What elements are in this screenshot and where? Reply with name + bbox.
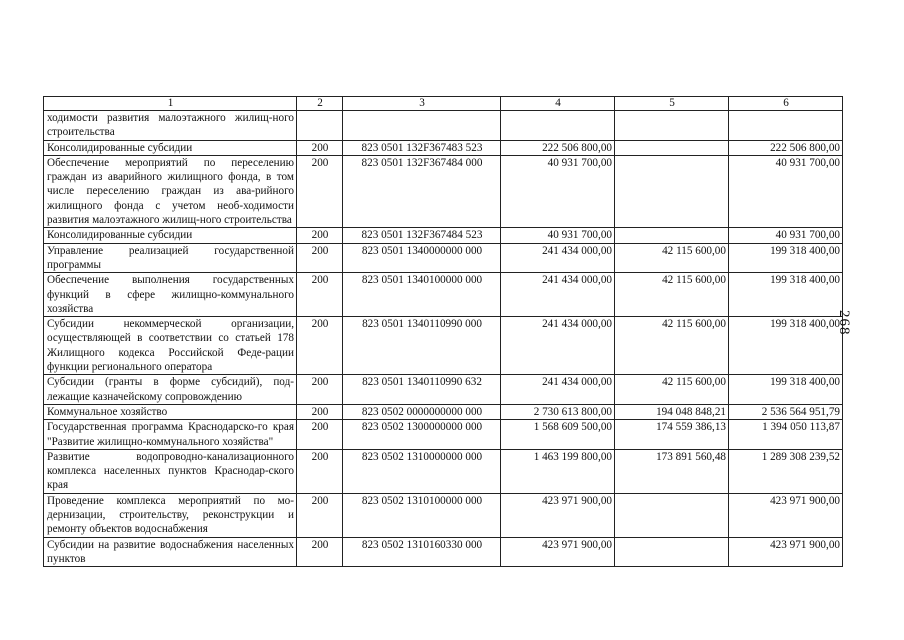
amount-cell: 241 434 000,00 [501,317,615,375]
section-code-cell: 200 [297,317,343,375]
header-cell: 3 [343,97,501,111]
description-cell: Проведение комплекса мероприятий по мо-дернизации, строительству, реконструкции и ремонту объектов водоснабжения [44,493,297,537]
total-amount-cell: 222 506 800,00 [729,140,843,155]
page-number: 268 [836,310,852,336]
section-code-cell: 200 [297,155,343,227]
table-row [44,317,843,375]
section-code-cell: 200 [297,243,343,273]
change-amount-cell [615,228,729,243]
table-row [44,243,843,273]
table-row [44,449,843,493]
description-cell: Субсидии некоммерческой организации, осуществляющей в соответствии со статьей 178 Жилищного кодекса Российской Феде-рации функции регионального оператора [44,317,297,375]
budget-code-cell: 823 0502 1310000000 000 [343,449,501,493]
total-amount-cell: 423 971 900,00 [729,493,843,537]
table-row [44,140,843,155]
change-amount-cell: 42 115 600,00 [615,243,729,273]
change-amount-cell [615,493,729,537]
table-row [44,537,843,567]
total-amount-cell: 40 931 700,00 [729,228,843,243]
amount-cell: 423 971 900,00 [501,537,615,567]
amount-cell: 1 568 609 500,00 [501,420,615,450]
change-amount-cell [615,140,729,155]
change-amount-cell: 42 115 600,00 [615,273,729,317]
budget-code-cell: 823 0502 1310100000 000 [343,493,501,537]
table-row [44,111,843,141]
amount-cell: 423 971 900,00 [501,493,615,537]
change-amount-cell: 174 559 386,13 [615,420,729,450]
description-cell: Консолидированные субсидии [44,228,297,243]
section-code-cell: 200 [297,537,343,567]
amount-cell: 222 506 800,00 [501,140,615,155]
change-amount-cell: 42 115 600,00 [615,317,729,375]
change-amount-cell [615,537,729,567]
total-amount-cell: 199 318 400,00 [729,243,843,273]
budget-code-cell: 823 0501 1340110990 000 [343,317,501,375]
description-cell: ходимости развития малоэтажного жилищ-ного строительства [44,111,297,141]
budget-code-cell: 823 0501 132F367484 523 [343,228,501,243]
budget-code-cell: 823 0502 1300000000 000 [343,420,501,450]
change-amount-cell: 42 115 600,00 [615,375,729,405]
total-amount-cell: 199 318 400,00 [729,375,843,405]
header-cell: 5 [615,97,729,111]
total-amount-cell: 423 971 900,00 [729,537,843,567]
description-cell: Управление реализацией государственной программы [44,243,297,273]
amount-cell: 40 931 700,00 [501,228,615,243]
budget-code-cell: 823 0501 132F367483 523 [343,140,501,155]
amount-cell: 1 463 199 800,00 [501,449,615,493]
change-amount-cell [615,111,729,141]
header-cell: 4 [501,97,615,111]
total-amount-cell: 1 289 308 239,52 [729,449,843,493]
section-code-cell: 200 [297,404,343,419]
table-header-row [44,97,843,111]
section-code-cell: 200 [297,273,343,317]
total-amount-cell: 199 318 400,00 [729,273,843,317]
amount-cell: 241 434 000,00 [501,243,615,273]
total-amount-cell: 199 318 400,00 [729,317,843,375]
budget-code-cell [343,111,501,141]
section-code-cell: 200 [297,140,343,155]
budget-table [43,96,843,567]
amount-cell: 2 730 613 800,00 [501,404,615,419]
description-cell: Субсидии на развитие водоснабжения населенных пунктов [44,537,297,567]
description-cell: Развитие водопроводно-канализационного комплекса населенных пунктов Краснодар-ского края [44,449,297,493]
section-code-cell: 200 [297,420,343,450]
amount-cell [501,111,615,141]
amount-cell: 241 434 000,00 [501,375,615,405]
description-cell: Коммунальное хозяйство [44,404,297,419]
table-row [44,375,843,405]
header-cell: 2 [297,97,343,111]
budget-code-cell: 823 0501 1340000000 000 [343,243,501,273]
section-code-cell: 200 [297,493,343,537]
section-code-cell: 200 [297,375,343,405]
change-amount-cell: 173 891 560,48 [615,449,729,493]
section-code-cell: 200 [297,228,343,243]
header-cell: 1 [44,97,297,111]
table-row [44,420,843,450]
budget-code-cell: 823 0502 0000000000 000 [343,404,501,419]
total-amount-cell: 40 931 700,00 [729,155,843,227]
total-amount-cell: 2 536 564 951,79 [729,404,843,419]
total-amount-cell: 1 394 050 113,87 [729,420,843,450]
budget-code-cell: 823 0501 1340100000 000 [343,273,501,317]
description-cell: Государственная программа Краснодарско-го края "Развитие жилищно-коммунального хозяйства" [44,420,297,450]
change-amount-cell: 194 048 848,21 [615,404,729,419]
header-cell: 6 [729,97,843,111]
description-cell: Консолидированные субсидии [44,140,297,155]
change-amount-cell [615,155,729,227]
section-code-cell [297,111,343,141]
description-cell: Обеспечение выполнения государственных функций в сфере жилищно-коммунального хозяйства [44,273,297,317]
amount-cell: 241 434 000,00 [501,273,615,317]
total-amount-cell [729,111,843,141]
description-cell: Обеспечение мероприятий по переселению граждан из аварийного жилищного фонда, в том числе переселению граждан из ава-рийного жилищного фонда с учетом необ-ходимости развития малоэтажного жилищ-ного строительства [44,155,297,227]
description-cell: Субсидии (гранты в форме субсидий), под-лежащие казначейскому сопровождению [44,375,297,405]
table-row [44,493,843,537]
table-row [44,273,843,317]
amount-cell: 40 931 700,00 [501,155,615,227]
section-code-cell: 200 [297,449,343,493]
budget-code-cell: 823 0502 1310160330 000 [343,537,501,567]
table-body [44,97,843,567]
table-row [44,404,843,419]
budget-code-cell: 823 0501 1340110990 632 [343,375,501,405]
table-row [44,228,843,243]
table-row [44,155,843,227]
budget-code-cell: 823 0501 132F367484 000 [343,155,501,227]
